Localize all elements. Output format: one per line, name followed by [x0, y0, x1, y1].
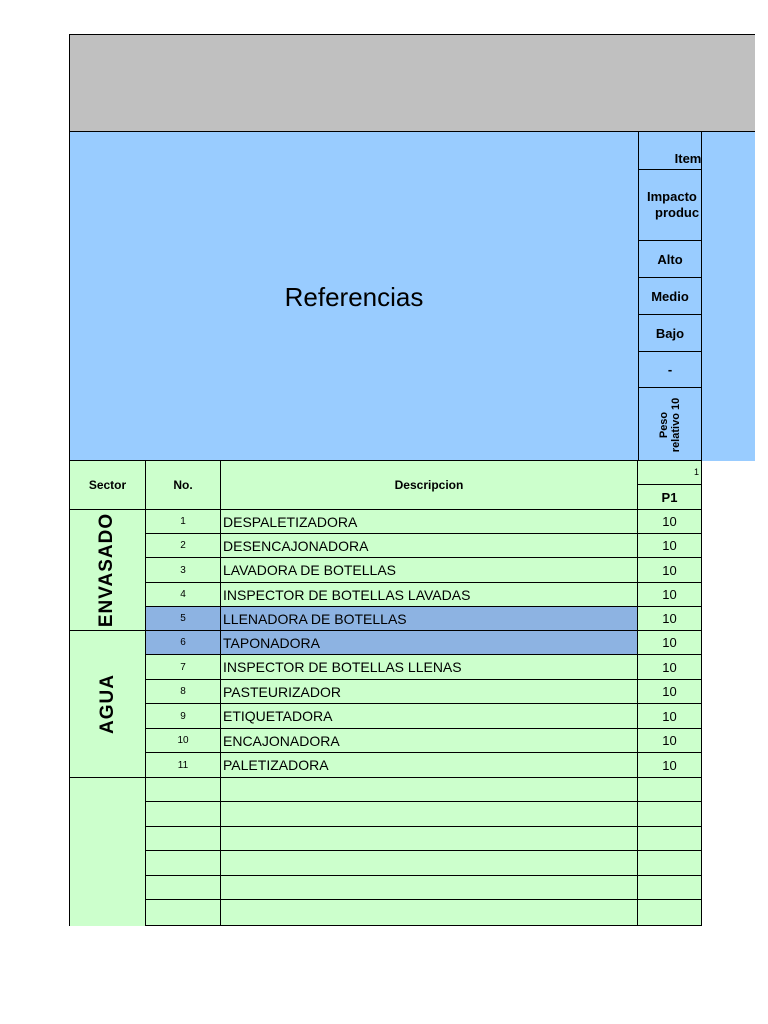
empty-row-number — [146, 900, 221, 926]
row-description: PALETIZADORA — [221, 753, 638, 778]
impact-line1: Impacto — [647, 189, 697, 204]
row-p1-value: 10 — [638, 680, 702, 704]
row-description: LLENADORA DE BOTELLAS — [221, 607, 638, 631]
empty-row-number — [146, 827, 221, 851]
row-number: 1 — [146, 510, 221, 534]
row-description: ENCAJONADORA — [221, 729, 638, 753]
empty-row-p1 — [638, 876, 702, 900]
header-band — [69, 34, 755, 132]
row-number: 9 — [146, 704, 221, 729]
row-p1-value: 10 — [638, 655, 702, 680]
empty-row-number — [146, 802, 221, 827]
empty-row-description — [221, 778, 638, 802]
row-description: INSPECTOR DE BOTELLAS LLENAS — [221, 655, 638, 680]
empty-row-p1 — [638, 900, 702, 926]
row-description: INSPECTOR DE BOTELLAS LAVADAS — [221, 583, 638, 607]
row-number: 10 — [146, 729, 221, 753]
impact-line2: produc — [655, 205, 700, 220]
row-p1-value: 10 — [638, 631, 702, 655]
sector-empty — [70, 778, 146, 926]
empty-row-number — [146, 778, 221, 802]
item-header — [638, 132, 702, 170]
row-p1-value: 10 — [638, 607, 702, 631]
row-number: 4 — [146, 583, 221, 607]
row-description: TAPONADORA — [221, 631, 638, 655]
weight-header — [638, 388, 702, 461]
col-header-sector: Sector — [70, 461, 146, 510]
sector-envasado — [70, 510, 146, 631]
row-p1-value: 10 — [638, 510, 702, 534]
sector-envasado-label: ENVASADO — [96, 512, 118, 628]
sector-agua-label: AGUA — [96, 674, 118, 734]
row-p1-value: 10 — [638, 704, 702, 729]
row-description: DESENCAJONADORA — [221, 534, 638, 558]
row-number: 5 — [146, 607, 221, 631]
row-number: 11 — [146, 753, 221, 778]
empty-row-p1 — [638, 802, 702, 827]
row-p1-value: 10 — [638, 753, 702, 778]
weight-line1: Peso — [657, 411, 670, 438]
col-header-description: Descripcion — [221, 461, 638, 510]
row-description: DESPALETIZADORA — [221, 510, 638, 534]
empty-row-number — [146, 876, 221, 900]
empty-row-p1 — [638, 778, 702, 802]
level-none: - — [638, 352, 702, 388]
row-p1-value: 10 — [638, 729, 702, 753]
col-header-no: No. — [146, 461, 221, 510]
sector-agua — [70, 631, 146, 778]
row-p1-value: 10 — [638, 583, 702, 607]
row-number: 7 — [146, 655, 221, 680]
weight-label — [658, 397, 682, 451]
level-medio: Medio — [638, 278, 702, 315]
impact-header — [638, 170, 702, 241]
empty-row-description — [221, 876, 638, 900]
empty-row-p1 — [638, 827, 702, 851]
weight-line2: relativo 10 — [669, 397, 682, 452]
row-number: 2 — [146, 534, 221, 558]
row-p1-value: 10 — [638, 558, 702, 583]
references-title: Referencias — [284, 281, 424, 312]
row-number: 8 — [146, 680, 221, 704]
row-number: 3 — [146, 558, 221, 583]
item-header-label: Item — [674, 151, 702, 166]
empty-row-p1 — [638, 851, 702, 876]
row-description: ETIQUETADORA — [221, 704, 638, 729]
empty-row-description — [221, 851, 638, 876]
row-p1-value: 10 — [638, 534, 702, 558]
col-header-top — [638, 461, 702, 485]
level-bajo: Bajo — [638, 315, 702, 352]
col-header-top-label: 1 — [693, 467, 699, 477]
empty-row-description — [221, 900, 638, 926]
row-description: LAVADORA DE BOTELLAS — [221, 558, 638, 583]
row-description: PASTEURIZADOR — [221, 680, 638, 704]
col-header-p1: P1 — [638, 485, 702, 510]
empty-row-description — [221, 827, 638, 851]
empty-row-description — [221, 802, 638, 827]
empty-row-number — [146, 851, 221, 876]
level-alto: Alto — [638, 241, 702, 278]
row-number: 6 — [146, 631, 221, 655]
